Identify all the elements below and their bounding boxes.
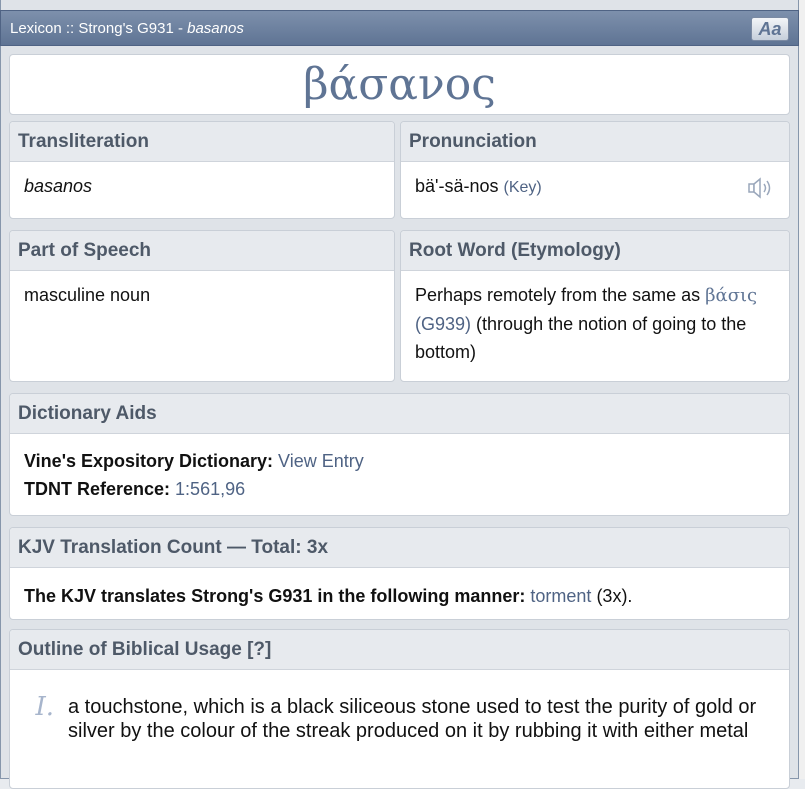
outline-help-link[interactable]: [?] [247,638,272,660]
kjv-count-text: The KJV translates Strong's G931 in the following manner: [24,586,526,606]
pronunciation-value: bä'-sä-nos [415,176,499,196]
scrollbar[interactable] [799,0,805,779]
part-of-speech-box [9,230,395,382]
vines-row [24,447,775,475]
outline-header-text: Outline of Biblical Usage [18,638,242,660]
outline-item-text: a touchstone, which is a black siliceous stone used to test the purity of gold or silver by the colour of the streak produced on it by rubbing it with either metal [68,696,757,742]
outline-header [10,630,789,670]
outline-item-numeral: I. [35,692,54,722]
pronunciation-key-link[interactable]: (Key) [503,179,542,196]
pronunciation-box [400,121,790,219]
kjv-count-box [9,527,790,620]
root-word-header: Root Word (Etymology) [401,231,789,271]
kjv-count-value: (3x). [596,586,633,606]
speaker-icon[interactable] [747,177,775,199]
vines-label: Vine's Expository Dictionary: [24,451,274,471]
lemma-box [9,54,790,115]
dictionary-aids-body [10,434,789,513]
kjv-torment-link[interactable]: torment [530,586,592,606]
root-word-text-before: Perhaps remotely from the same as [415,285,701,305]
title-text: Lexicon :: Strong's G931 - basanos [10,19,244,37]
transliteration-value: basanos [24,176,93,196]
lexicon-title-bar [0,10,799,46]
kjv-count-body [10,568,789,620]
pronunciation-header: Pronunciation [401,122,789,162]
outline-list [10,670,789,743]
root-word-box [400,230,790,382]
dictionary-aids-box [9,393,790,516]
root-word-text-after: (through the notion of going to the bottom) [415,314,747,362]
kjv-count-header: KJV Translation Count — Total: 3x [10,528,789,568]
transliteration-box [9,121,395,219]
outline-box [9,629,790,789]
part-of-speech-header: Part of Speech [10,231,394,271]
root-word-strongs-link[interactable]: (G939) [415,314,472,334]
tdnt-label: TDNT Reference: [24,479,171,499]
title-word: basanos [187,19,244,37]
font-size-button[interactable]: Aa [751,17,789,41]
root-word-greek-link[interactable]: βάσις [705,285,758,306]
vines-view-entry-link[interactable]: View Entry [278,451,364,471]
dictionary-aids-header: Dictionary Aids [10,394,789,434]
lemma-greek-word: βάσανος [303,59,496,110]
part-of-speech-value: masculine noun [24,285,151,305]
transliteration-header: Transliteration [10,122,394,162]
tdnt-reference-link[interactable]: 1:561,96 [175,479,246,499]
tdnt-row [24,475,775,503]
outline-item [10,692,789,743]
root-word-body [401,271,789,376]
pronunciation-body [401,162,789,212]
